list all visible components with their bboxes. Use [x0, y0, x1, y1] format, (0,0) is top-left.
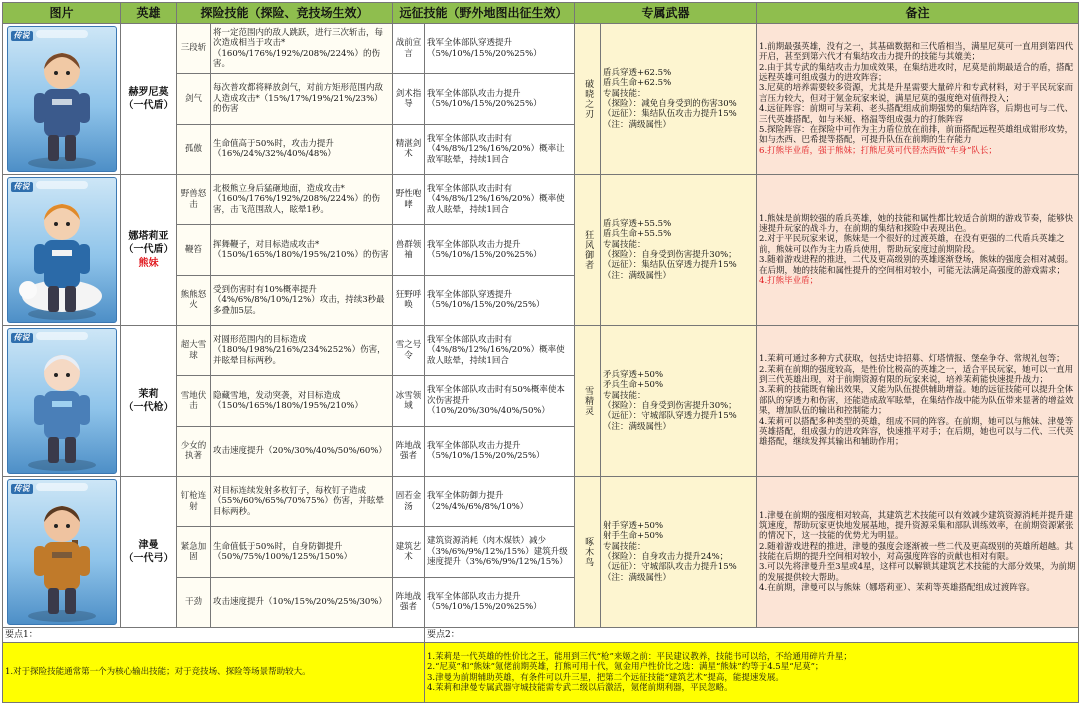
explore-skill-desc: 对目标连续发射多枚钉子，每枚钉子造成（55%/60%/65%/70%75%）伤害，并眩晕目标两秒。	[211, 477, 393, 527]
weapon-desc-line: （注：满级属性）	[603, 270, 672, 281]
card-tag: 传说	[11, 31, 33, 41]
hero-skill-row	[3, 477, 1079, 527]
card-tag: 传说	[11, 182, 33, 192]
explore-skill-desc: 攻击速度提升（20%/30%/40%/50%/60%）	[211, 426, 393, 476]
explore-skill-name: 超大雪球	[177, 326, 211, 376]
card-name-plate	[36, 181, 88, 189]
weapon-desc-line: （远征）：守城部队攻击力提升15%	[603, 562, 737, 573]
hero-name-cell	[121, 326, 177, 477]
hero-class: （一代盾）	[123, 100, 174, 111]
hero-name-cell	[121, 477, 177, 628]
note-line: 1.前期最强英雄，没有之一，其基础数据和三代盾相当，满星尼莫可一直用到第四代开启，甚至到第六代才有集结攻击力提升的技能与其媲美；	[759, 42, 1074, 63]
notes-cell	[757, 326, 1079, 477]
explore-skill-name: 剑气	[177, 74, 211, 124]
explore-skill-desc: 将一定范围内的敌人跳跃，进行三次斩击，每次造成相当于攻击*（160%/176%/192%/208%/224%）的伤害。	[211, 24, 393, 74]
expedition-skill-desc: 我军全体部队攻击时有50%概率使本次伤害提升（10%/20%/30%/40%/50%）	[425, 376, 575, 426]
weapon-desc-cell	[601, 477, 757, 628]
weapon-desc-cell	[601, 175, 757, 326]
hero-class: （一代盾）	[123, 244, 174, 256]
note-line: 4.在前期，津曼可以与熊妹（娜塔莉亚）、茉莉等英雄搭配组成过渡阵容。	[759, 583, 1035, 594]
explore-skill-name: 少女的执著	[177, 426, 211, 476]
card-name-plate	[36, 332, 88, 340]
hero-table	[2, 2, 1079, 703]
footer-right-text	[425, 643, 1079, 703]
weapon-desc-cell	[601, 326, 757, 477]
weapon-desc-line: 盾兵生命+62.5%	[603, 78, 672, 89]
note-line: 3.可以先将津曼升至3星或4星，这样可以解锁其建筑艺术技能的大部分效果，为前期的发展提供较大帮助。	[759, 562, 1076, 583]
weapon-desc-line: 射手穿透+50%	[603, 520, 664, 531]
expedition-skill-desc: 我军全体部队穿透提升（5%/10%/15%/20%25%）	[425, 24, 575, 74]
hero-card	[7, 479, 117, 625]
expedition-skill-desc: 我军全体部队穿透提升（5%/10%/15%/20%/25%）	[425, 275, 575, 325]
hero-name: 津曼	[138, 539, 159, 551]
note-line: 3.茉莉的技能既有输出效果，又能为队伍提供辅助增益。她的远征技能可以提升全体部队的穿透力和伤害，还能造成敌军眩晕，在集结作战中能为队伍带来显著的增益效果，增加队伍的输出和控制能力；	[759, 385, 1074, 417]
note-line: 2.随着游戏进程的推进，津曼的强度会逐渐被一些二代及更高级别的英雄所超越。其技能在后期的提升空间相对较小，对高强度阵容的贡献也相对有限。	[759, 541, 1074, 562]
note-line: 4.远征阵容：前期可与茉莉、老头搭配组成前期强势的集结阵容，后期也可与二代、三代英雄搭配，如与米娅、格温等组成强力的打熊阵容	[759, 104, 1074, 125]
weapon-desc-line: 矛兵生命+50%	[603, 380, 664, 391]
card-tag: 传说	[11, 333, 33, 343]
explore-skill-name: 鞭笞	[177, 225, 211, 275]
hero-card	[7, 328, 117, 474]
explore-skill-desc: 北极熊立身后猛砸地面，造成攻击*（160%/176%/192%/208%/224%）的伤害，击飞范围敌人，眩晕1秒。	[211, 175, 393, 225]
explore-skill-name: 野兽怒击	[177, 175, 211, 225]
weapon-desc-line: 专属技能：	[603, 390, 646, 401]
card-name-plate	[36, 483, 88, 491]
footer-right-line: 4.茉莉和津曼专属武器守城技能需专武二级以后激活，氪佬前期利器，平民忽略。	[427, 682, 733, 693]
note-line: 2.对于平民玩家来说，熊妹是一个很好的过渡英雄，在没有更强的二代盾兵英雄之前，熊妹可以作为主力盾兵使用，帮助玩家度过前期阶段。	[759, 234, 1065, 255]
note-line: 3.尼莫的培养需要较多资源，尤其是升星需要大量碎片和专武材料，对于平民玩家而言压力较大，但对于氪金玩家来说，满星尼莫的强度绝对值得投入；	[759, 83, 1074, 104]
expedition-skill-name: 战前宣言	[393, 24, 425, 74]
note-highlight: 6.打熊毕业盾，强于熊妹；打熊尼莫可代替杰西做“车身”队长；	[759, 145, 997, 156]
explore-skill-desc: 攻击速度提升（10%/15%/20%/25%/30%）	[211, 577, 393, 627]
weapon-name-cell	[575, 326, 601, 477]
header-pic: 图片	[3, 3, 121, 24]
expedition-skill-name: 狂野呼唤	[393, 275, 425, 325]
weapon-desc-line: 矛兵穿透+50%	[603, 369, 664, 380]
expedition-skill-name: 精湛剑术	[393, 124, 425, 174]
hero-skill-row	[3, 326, 1079, 376]
note-highlight: 4.打熊毕业盾；	[759, 275, 819, 286]
footer-left-text: 1.对于探险技能通常第一个为核心输出技能；对于竞技场、探险等场景帮助较大。	[3, 643, 425, 703]
footer-title-row	[3, 628, 1079, 643]
weapon-desc-line: 专属技能：	[603, 88, 646, 99]
explore-skill-desc: 每次普攻都将释放剑气，对前方矩形范围内敌人造成攻击*（15%/17%/19%/21%/23%）的伤害	[211, 74, 393, 124]
expedition-skill-name: 建筑艺术	[393, 527, 425, 577]
expedition-skill-desc: 我军全体部队攻击力提升（5%/10%/15%/20%25%）	[425, 577, 575, 627]
hero-name: 赫罗尼莫	[128, 86, 169, 98]
notes-cell	[757, 24, 1079, 175]
weapon-desc-line: （远征）：集结队伍穿透力提升15%	[603, 260, 737, 271]
hero-card-cell	[3, 175, 121, 326]
weapon-desc-line: （探险）：减免自身受到的伤害30%	[603, 99, 737, 109]
explore-skill-desc: 生命值低于50%时，自身防御提升（50%/75%/100%/125%/150%）	[211, 527, 393, 577]
weapon-name: 啄木鸟	[583, 537, 594, 567]
hero-name: 茉莉	[138, 388, 159, 400]
weapon-name: 狂风御者	[583, 230, 594, 270]
weapon-desc-line: （探险）：自身受到伤害提升30%；	[603, 250, 737, 260]
weapon-desc-line: （探险）：自身受到伤害提升30%；	[603, 401, 737, 411]
weapon-name-cell	[575, 175, 601, 326]
expedition-skill-name: 阵地战强者	[393, 426, 425, 476]
weapon-desc-line: 射手生命+50%	[603, 531, 664, 542]
note-line: 1.津曼在前期的强度相对较高，其建筑艺术技能可以有效减少建筑资源消耗并提升建筑速度，帮助玩家更快地发展基地，提升资源采集和部队训练效率，在前期资源紧张的情况下，这一技能的优势尤为明显。	[759, 510, 1074, 542]
footer-right-title: 要点2：	[425, 628, 1079, 643]
weapon-desc-line: 专属技能：	[603, 541, 646, 552]
header-expedition: 远征技能（野外地图出征生效）	[393, 3, 575, 24]
expedition-skill-name: 冰雪领域	[393, 376, 425, 426]
explore-skill-desc: 受到伤害时有10%概率提升（4%/6%/8%/10%/12%）攻击，持续3秒最多叠加5层。	[211, 275, 393, 325]
expedition-skill-name: 固若金汤	[393, 477, 425, 527]
header-weapon: 专属武器	[575, 3, 757, 24]
hero-class: （一代弓）	[123, 553, 174, 564]
weapon-desc-line: （远征）：集结队伍攻击力提升15%	[603, 109, 737, 120]
expedition-skill-name: 野性咆哮	[393, 175, 425, 225]
note-line: 3.随着游戏进程的推进，二代及更高级别的英雄逐渐登场，熊妹的强度会相对减弱。在后期，她的技能和属性提升的空间相对较小，可能无法满足高强度的游戏需求；	[759, 255, 1074, 276]
hero-card-cell	[3, 477, 121, 628]
weapon-desc-line: （注：满级属性）	[603, 119, 672, 130]
note-line: 5.探险阵容：在探险中可作为主力盾位放在前排，前面搭配远程英雄组成钳形攻势，如与杰西、巴希提等搭配，可提升队伍在前期的生存能力	[759, 124, 1074, 146]
card-name-plate	[36, 30, 88, 38]
weapon-name-cell	[575, 477, 601, 628]
explore-skill-desc: 隐藏雪地，发动突袭，对目标造成（150%/165%/180%/195%/210%）	[211, 376, 393, 426]
hero-class: （一代枪）	[123, 402, 174, 413]
footer-content-row	[3, 643, 1079, 703]
expedition-skill-desc: 我军全体部队攻击力提升（5%/10%/15%/20%25%）	[425, 74, 575, 124]
weapon-desc-cell	[601, 24, 757, 175]
expedition-skill-desc: 我军全体部队攻击力提升（5%/10%/15%/20%/25%）	[425, 426, 575, 476]
notes-cell	[757, 477, 1079, 628]
note-line: 1.茉莉可通过多种方式获取，包括史诗招募、灯塔情报、堡垒争夺、常规礼包等；	[759, 354, 1065, 365]
expedition-skill-desc: 我军全体部队攻击时有（4%/8%/12%/16%/20%）概率使敌人眩晕，持续1回合	[425, 326, 575, 376]
explore-skill-name: 紧急加固	[177, 527, 211, 577]
explore-skill-name: 钉枪连射	[177, 477, 211, 527]
hero-figure-icon	[8, 329, 116, 473]
weapon-desc-line: （探险）：自身攻击力提升24%；	[603, 552, 729, 562]
hero-skill-row	[3, 24, 1079, 74]
expedition-skill-desc: 建筑资源消耗（肉木煤铁）减少（3%/6%/9%/12%/15%）建筑升级速度提升（3%/6%/9%/12%/15%）	[425, 527, 575, 577]
note-line: 4.茉莉可以搭配多种类型的英雄，组成不同的阵容。在前期，她可以与熊妹、津曼等英雄搭配，组成强力的进攻阵容，快速推平对手；在后期，她也可以与二代、三代英雄搭配，继续发挥其输出和辅助作用；	[759, 416, 1074, 448]
weapon-desc-line: 盾兵穿透+62.5%	[603, 67, 672, 78]
footer-left-title: 要点1：	[3, 628, 425, 643]
weapon-desc-line: （远征）：守城部队穿透力提升15%	[603, 411, 737, 422]
hero-name-cell	[121, 24, 177, 175]
weapon-desc-line: （注：满级属性）	[603, 572, 672, 583]
hero-name: 娜塔莉亚	[128, 230, 169, 242]
explore-skill-name: 干劲	[177, 577, 211, 627]
explore-skill-name: 孤傲	[177, 124, 211, 174]
weapon-name-cell	[575, 24, 601, 175]
expedition-skill-desc: 我军全体部队攻击力提升（5%/10%/15%/20%25%）	[425, 225, 575, 275]
hero-figure-icon	[8, 480, 116, 624]
expedition-skill-name: 兽群领袖	[393, 225, 425, 275]
expedition-skill-desc: 我军全体防御力提升（2%/4%/6%/8%/10%）	[425, 477, 575, 527]
hero-figure-icon	[8, 178, 116, 322]
hero-card	[7, 26, 117, 172]
explore-skill-name: 雪地伏击	[177, 376, 211, 426]
weapon-name: 雪精灵	[583, 386, 594, 416]
hero-card-cell	[3, 326, 121, 477]
footer-right-line: 1.茉莉是一代英雄的性价比之王，能用到三代“枪”来姬之前：平民建议教养，技能书可以给，不给通用碎片升星；	[427, 651, 852, 662]
weapon-name: 破晓之刃	[583, 79, 594, 119]
header-explore: 探险技能（探险、竞技场生效）	[177, 3, 393, 24]
weapon-desc-line: （注：满级属性）	[603, 421, 672, 432]
expedition-skill-name: 剑术指导	[393, 74, 425, 124]
hero-skill-row	[3, 175, 1079, 225]
explore-skill-desc: 生命值高于50%时，攻击力提升（16%/24%/32%/40%/48%）	[211, 124, 393, 174]
weapon-desc-line: 专属技能：	[603, 239, 646, 250]
footer-right-line: 2.“尼莫”和“熊妹”氪佬前期英雄，打熊可用十代，氪金用户性价比之选：满星“熊妹”约等于4.5星“尼莫”；	[427, 662, 824, 673]
hero-name-cell	[121, 175, 177, 326]
weapon-desc-line: 盾兵穿透+55.5%	[603, 218, 672, 229]
header-row	[3, 3, 1079, 24]
explore-skill-name: 熊熊怒火	[177, 275, 211, 325]
expedition-skill-name: 阵地战强者	[393, 577, 425, 627]
header-notes: 备注	[757, 3, 1079, 24]
expedition-skill-desc: 我军全体部队攻击时有（4%/8%/12%/16%/20%）概率让敌军眩晕，持续1回合	[425, 124, 575, 174]
hero-card	[7, 177, 117, 323]
explore-skill-desc: 挥舞鞭子，对目标造成攻击*（150%/165%/180%/195%/210%）的伤害	[211, 225, 393, 275]
weapon-desc-line: 盾兵生命+55.5%	[603, 229, 672, 240]
card-tag: 传说	[11, 484, 33, 494]
hero-figure-icon	[8, 27, 116, 171]
note-line: 1.熊妹是前期较强的盾兵英雄，她的技能和属性都比较适合前期的游戏节奏，能够快速提升玩家的战斗力，在前期的集结和探险中表现出色。	[759, 213, 1074, 235]
notes-cell	[757, 175, 1079, 326]
note-line: 2.由于其专武的集结攻击力加成效果，在集结进攻时，尼莫是前期最适合的盾，搭配远程英雄可组成强力的进攻阵容；	[759, 62, 1074, 84]
expedition-skill-name: 雪之号令	[393, 326, 425, 376]
hero-card-cell	[3, 24, 121, 175]
explore-skill-name: 三段斩	[177, 24, 211, 74]
explore-skill-desc: 对圆形范围内的目标造成（180%/198%/216%/234%252%）伤害，并眩晕目标两秒。	[211, 326, 393, 376]
footer-right-line: 3.津曼为前期辅助英雄，有条件可以升三星，把第二个远征技能“建筑艺术”提高，能提速发展。	[427, 672, 784, 683]
hero-nickname: 熊妹	[138, 257, 159, 269]
expedition-skill-desc: 我军全体部队攻击时有（4%/8%/12%/16%/20%）概率使敌人眩晕，持续1回合	[425, 175, 575, 225]
header-hero: 英雄	[121, 3, 177, 24]
note-line: 2.茉莉在前期的强度较高，是性价比极高的英雄之一，适合平民玩家，她可以一直用到三代英雄出现，对于前期资源有限的玩家来说，培养茉莉能快速提升战力；	[759, 364, 1074, 386]
